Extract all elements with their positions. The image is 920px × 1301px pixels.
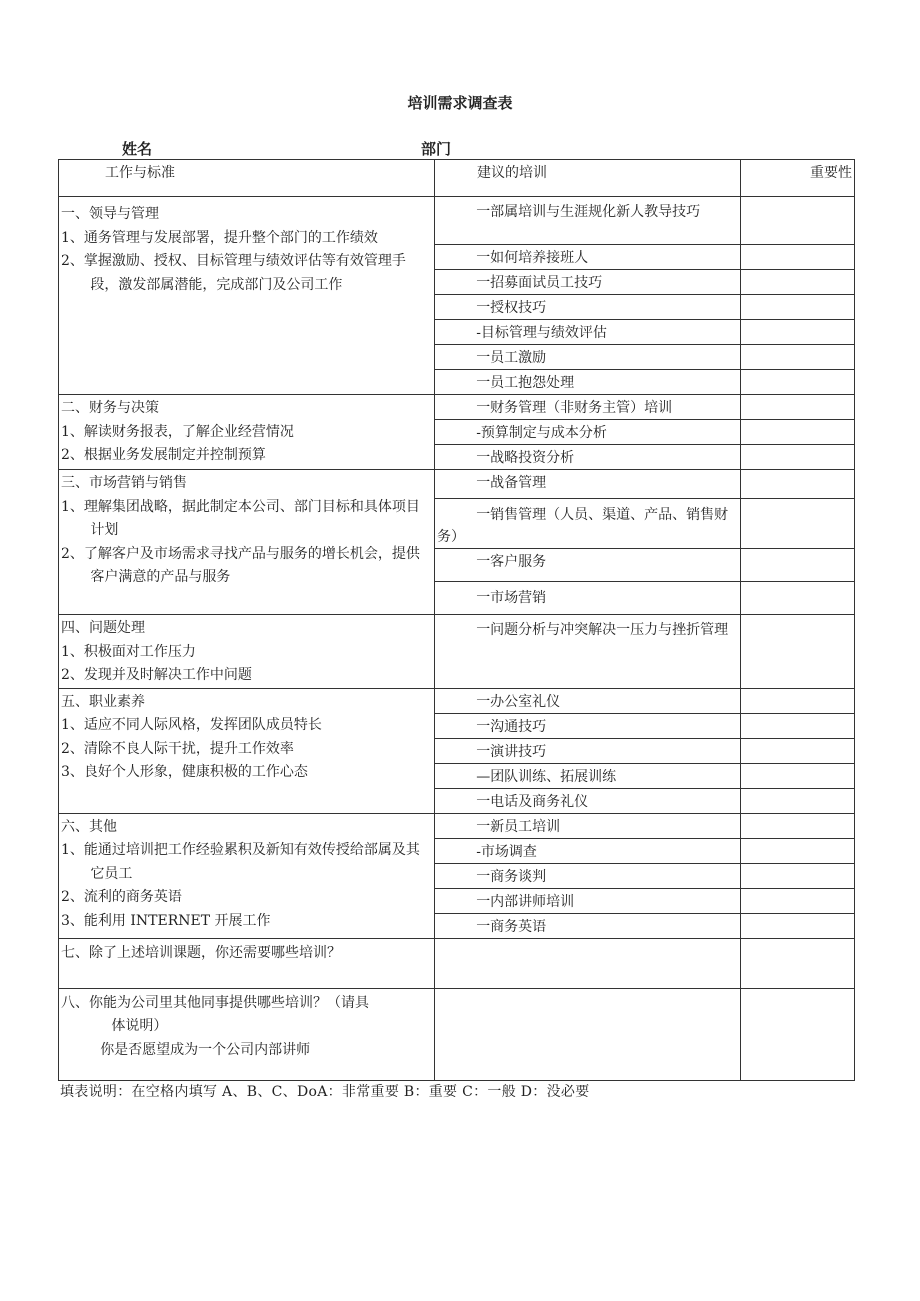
- answer-8-cell[interactable]: [435, 988, 741, 1080]
- importance-cell[interactable]: [741, 295, 855, 320]
- importance-cell[interactable]: [741, 738, 855, 763]
- importance-cell[interactable]: [741, 270, 855, 295]
- dept-label: 部门: [421, 140, 452, 158]
- training-cell: 一部属培训与生涯规化新人教导技巧: [435, 197, 741, 245]
- training-cell: —团队训练、拓展训练: [435, 763, 741, 788]
- training-cell: 一员工激励: [435, 345, 741, 370]
- table-row: [59, 470, 855, 499]
- training-cell: 一内部讲师培训: [435, 888, 741, 913]
- training-cell: 一问题分析与冲突解决一压力与挫折管理: [435, 615, 741, 689]
- importance-cell[interactable]: [741, 813, 855, 838]
- training-cell: 一如何培养接班人: [435, 245, 741, 270]
- header-row: [59, 160, 855, 197]
- importance-cell[interactable]: [741, 345, 855, 370]
- importance-cell[interactable]: [741, 582, 855, 615]
- training-cell: 一招募面试员工技巧: [435, 270, 741, 295]
- section-professionalism: 五、职业素养 1、适应不同人际风格，发挥团队成员特长 2、清除不良人际干扰，提升工作效率 3、良好个人形象，健康积极的工作心态: [59, 688, 435, 813]
- table-row: [59, 988, 855, 1080]
- training-cell: 一电话及商务礼仪: [435, 788, 741, 813]
- header-training: 建议的培训: [435, 160, 741, 197]
- section-marketing: 三、市场营销与销售 1、理解集团战略，据此制定本公司、部门目标和具体项目计划 2、了解客户及市场需求寻找产品与服务的增长机会，提供客户满意的产品与服务: [59, 470, 435, 615]
- importance-cell[interactable]: [741, 549, 855, 582]
- table-row: [59, 197, 855, 245]
- question-7: 七、除了上述培训课题，你还需要哪些培训？: [59, 938, 435, 988]
- training-cell: 一商务谈判: [435, 863, 741, 888]
- training-cell: -市场调查: [435, 838, 741, 863]
- training-cell: -目标管理与绩效评估: [435, 320, 741, 345]
- importance-cell[interactable]: [741, 688, 855, 713]
- importance-cell[interactable]: [741, 615, 855, 689]
- training-cell: 一财务管理（非财务主管）培训: [435, 395, 741, 420]
- training-cell: 一战备管理: [435, 470, 741, 499]
- table-row: [59, 938, 855, 988]
- importance-cell[interactable]: [741, 420, 855, 445]
- question-8: 八、你能为公司里其他同事提供哪些培训？（请具 体说明） 你是否愿望成为一个公司内部讲师: [59, 988, 435, 1080]
- importance-cell[interactable]: [741, 370, 855, 395]
- importance-cell[interactable]: [741, 838, 855, 863]
- importance-cell[interactable]: [741, 499, 855, 549]
- importance-cell[interactable]: [741, 863, 855, 888]
- table-row: [59, 615, 855, 689]
- training-cell: 一市场营销: [435, 582, 741, 615]
- training-cell: 一客户服务: [435, 549, 741, 582]
- training-cell: 一沟通技巧: [435, 713, 741, 738]
- importance-cell[interactable]: [741, 938, 855, 988]
- training-cell: 一销售管理（人员、渠道、产品、销售财务）: [435, 499, 741, 549]
- importance-cell[interactable]: [741, 763, 855, 788]
- importance-cell[interactable]: [741, 445, 855, 470]
- section-problem-solving: 四、问题处理 1、积极面对工作压力 2、发现并及时解决工作中问题: [59, 615, 435, 689]
- form-title: 培训需求调查表: [407, 94, 513, 112]
- section-other: 六、其他 1、能通过培训把工作经验累积及新知有效传授给部属及其它员工 2、流利的商务英语 3、能利用 INTERNET 开展工作: [59, 813, 435, 938]
- training-cell: 一员工抱怨处理: [435, 370, 741, 395]
- table-row: [59, 813, 855, 838]
- table-row: [59, 395, 855, 420]
- importance-cell[interactable]: [741, 713, 855, 738]
- header-work: 工作与标准: [59, 160, 435, 197]
- importance-cell[interactable]: [741, 197, 855, 245]
- training-cell: 一新员工培训: [435, 813, 741, 838]
- importance-cell[interactable]: [741, 470, 855, 499]
- survey-table: [58, 159, 855, 1081]
- training-cell: 一战略投资分析: [435, 445, 741, 470]
- header-importance: 重要性: [741, 160, 855, 197]
- importance-cell[interactable]: [741, 913, 855, 938]
- training-cell: 一办公室礼仪: [435, 688, 741, 713]
- answer-7-cell[interactable]: [435, 938, 741, 988]
- fill-instructions: 填表说明：在空格内填写 A、B、C、DoA：非常重要 B：重要 C：一般 D：没必要: [60, 1084, 590, 1100]
- table-row: [59, 688, 855, 713]
- training-cell: 一授权技巧: [435, 295, 741, 320]
- importance-cell[interactable]: [741, 988, 855, 1080]
- importance-cell[interactable]: [741, 888, 855, 913]
- importance-cell[interactable]: [741, 395, 855, 420]
- training-cell: -预算制定与成本分析: [435, 420, 741, 445]
- importance-cell[interactable]: [741, 245, 855, 270]
- name-label: 姓名: [122, 140, 153, 158]
- importance-cell[interactable]: [741, 788, 855, 813]
- training-cell: 一商务英语: [435, 913, 741, 938]
- training-cell: 一演讲技巧: [435, 738, 741, 763]
- section-leadership: 一、领导与管理 1、通务管理与发展部署，提升整个部门的工作绩效 2、掌握激励、授权、目标管理与绩效评估等有效管理手段，激发部属潜能，完成部门及公司工作: [59, 197, 435, 395]
- importance-cell[interactable]: [741, 320, 855, 345]
- section-finance: 二、财务与决策 1、解读财务报表，了解企业经营情况 2、根据业务发展制定并控制预算: [59, 395, 435, 470]
